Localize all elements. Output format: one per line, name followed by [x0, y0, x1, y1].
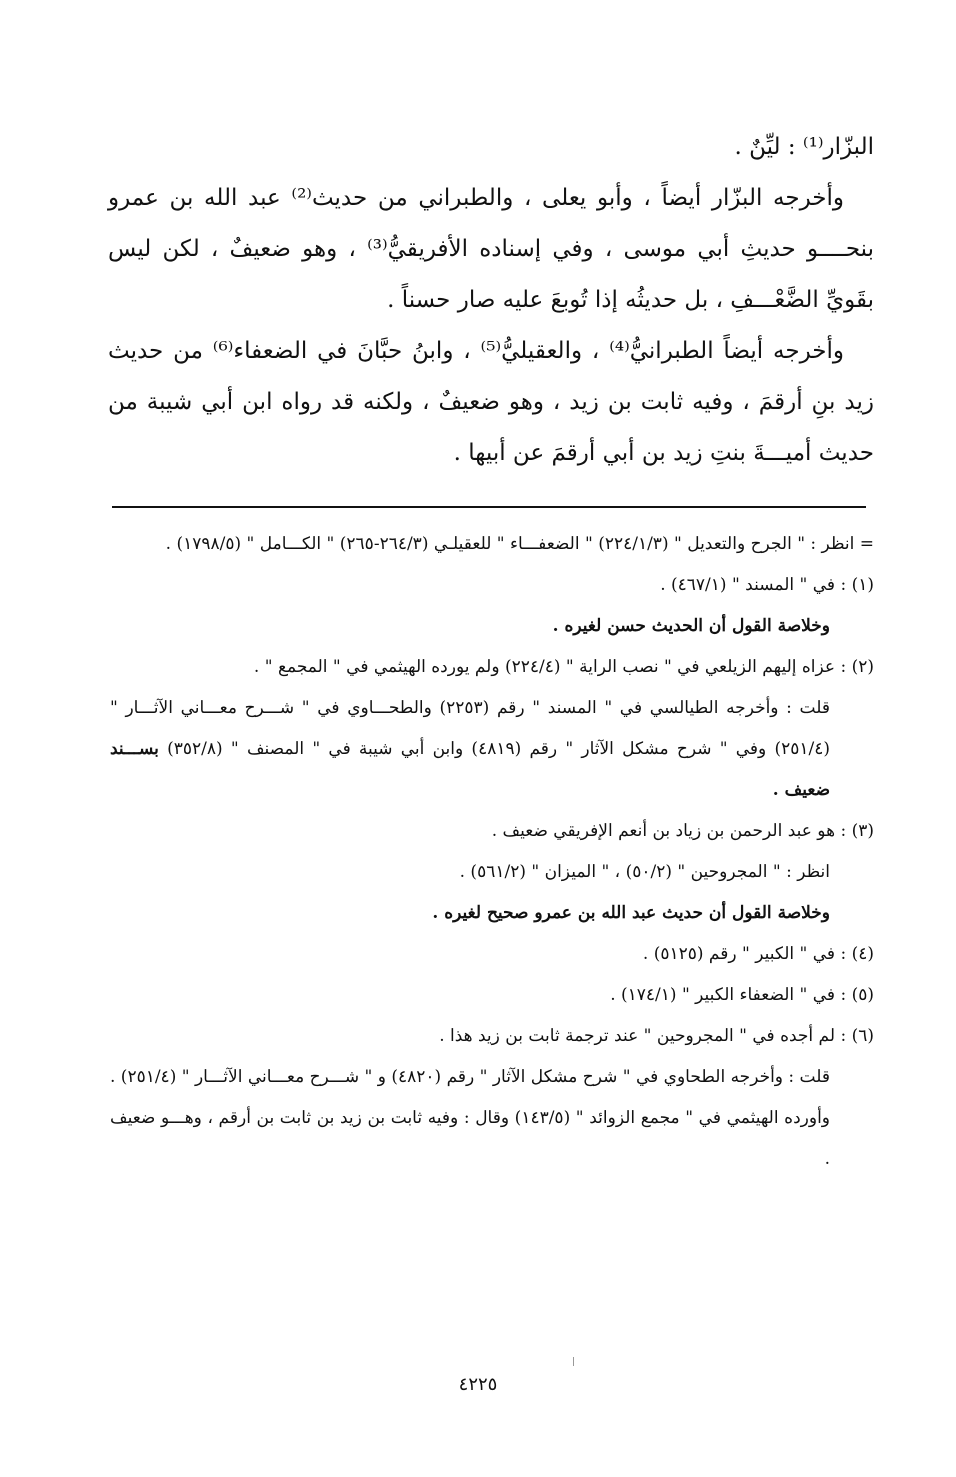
footnote-2-bold: بســـند ضعيف .: [110, 739, 830, 800]
scan-mark: [573, 1357, 574, 1366]
footnote-2: (٢) : عزاه إليهم الزيلعي في " نصب الراية " (٢٢٤/٤) ولم يورده الهيثمي في " المجمع " .: [253, 657, 874, 677]
footnote-6: (٦) : لم أجده في " المجروحين " عند ترجمة ثابت بن زيد هذا .: [439, 1026, 874, 1046]
footnote-2-note-text: قلت : وأخرجه الطيالسي في " المسند " رقم (٢٢٥٣) والطحـــاوي في " شـــرح معـــاني الآثـــار " (٢٥١/٤) وفي " شرح مشكل الآثار " رقم (٤٨١٩) وابن أبي شيبة في " المصنف " (٣٥٢/٨): [110, 698, 830, 759]
main-text: [108, 122, 874, 479]
footnote-1: (١) : في " المسند " (٤٦٧/١) .: [660, 575, 874, 595]
footnote-3-ref: انظر : " المجروحين " (٥٠/٢) ، " الميزان " (٥٦١/٢) .: [459, 862, 830, 882]
footnote-3-conclusion: وخلاصة القول أن حديث عبد الله بن عمرو صحيح لغيره .: [432, 903, 830, 923]
footnote-1-conclusion: وخلاصة القول أن الحديث حسن لغيره .: [552, 616, 830, 636]
footnote-4: (٤) : في " الكبير " رقم (٥١٢٥) .: [642, 944, 874, 964]
page-number: ٤٢٢٥: [458, 1374, 498, 1395]
main-line-1: البزّار⁽¹⁾ : ليِّنٌ .: [734, 134, 874, 160]
footnote-2-note: [110, 688, 874, 811]
footnote-6-note-2: وأورده الهيثمي في " مجمع الزوائد " (١٤٣/٥) وقال : وفيه ثابت بن زيد بن ثابت بن أرقم ، وهـــو ضعيف .: [110, 1108, 831, 1169]
footnote-5: (٥) : في " الضعفاء الكبير " (١٧٤/١) .: [610, 985, 874, 1005]
footnotes: [110, 524, 874, 1180]
main-paragraph-2: وأخرجه البزّار أيضاً ، وأبو يعلى ، والطبراني من حديث⁽²⁾ عبد الله بن عمرو بنحــــو حديثِ أبي موسى ، وفي إسناده الأفريقيُّ⁽³⁾ ، وهو ضعيفٌ ، لكن ليس بقَويِّ الضَّعْـــفِ ، بل حديثُه إذا تُوبعَ عليه صار حسناً .: [108, 185, 875, 313]
footnote-6-note: قلت : وأخرجه الطحاوي في " شرح مشكل الآثار " رقم (٤٨٢٠) و " شـــرح معـــاني الآثـــار " (٢٥١/٤) .: [109, 1067, 830, 1087]
main-paragraph-3: وأخرجه أيضاً الطبرانيُّ⁽⁴⁾ ، والعقيليُّ⁽⁵⁾ ، وابنُ حبَّانَ في الضعفاء⁽⁶⁾ من حديث زيد بنِ أرقمَ ، وفيه ثابت بن زيد ، وهو ضعيفٌ ، ولكنه قد رواه ابن أبي شيبة من حديث أميـــةَ بنتِ زيد بن أبي أرقمَ عن أبيها .: [108, 338, 874, 466]
footnote-continuation: = انظر : " الجرح والتعديل " (٢٢٤/١/٣) " الضعفـــاء " للعقيلـي (٢٦٤/٣-٢٦٥) " الكـــامل " (١٧٩٨/٥) .: [165, 534, 874, 554]
footnote-separator: [112, 506, 866, 508]
footnote-3: (٣) : هو عبد الرحمن بن زياد بن أنعم الإفريقي ضعيف .: [491, 821, 874, 841]
